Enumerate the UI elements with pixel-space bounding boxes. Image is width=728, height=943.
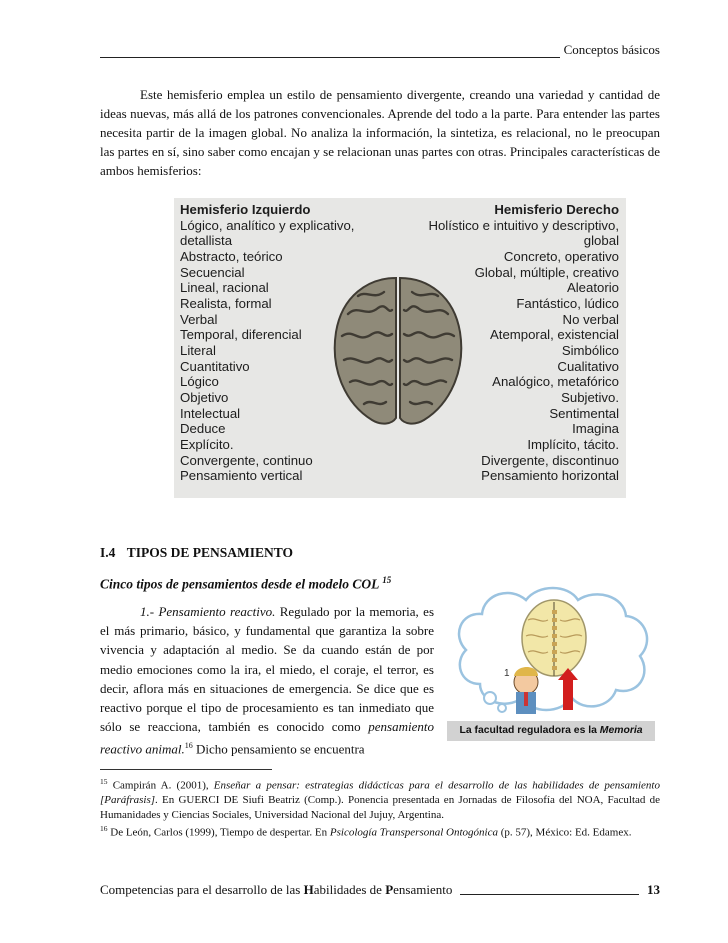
footnote-number: 16 [100, 824, 108, 834]
footer-text-c: ensamiento [393, 882, 453, 897]
right-item: Simbólico [561, 342, 619, 358]
footer-h-letter: H [303, 882, 314, 897]
footer-text-a: Competencias para el desarrollo de las [100, 882, 304, 897]
item-name: Pensamiento reactivo. [158, 604, 276, 619]
left-item: Realista, formal [180, 295, 272, 311]
left-item: Verbal [180, 311, 218, 327]
left-item: Deduce [180, 421, 226, 437]
right-hemisphere-title: Hemisferio Derecho [494, 202, 619, 217]
header-rule [100, 45, 560, 58]
person-icon [514, 667, 538, 714]
right-item: Subjetivo. [561, 389, 619, 405]
memory-caption-prefix: La facultad reguladora es la [459, 725, 600, 736]
footer-title [100, 882, 452, 898]
footnote-15 [100, 775, 660, 822]
right-item: Fantástico, lúdico [516, 295, 619, 311]
section-heading [100, 545, 293, 561]
left-item: Pensamiento vertical [180, 468, 303, 484]
left-item: Convergente, continuo [180, 452, 313, 468]
left-item: Objetivo [180, 389, 229, 405]
left-item: Cuantitativo [180, 358, 250, 374]
reactive-emphasis: pensamiento reactivo animal. [100, 719, 434, 757]
brain-illustration [328, 274, 468, 426]
brain-icon [522, 600, 586, 676]
footer-rule [460, 884, 639, 895]
section-number: I.4 [100, 545, 116, 560]
footnote-16 [100, 822, 660, 840]
left-item: Secuencial [180, 264, 245, 280]
hemispheres-figure [174, 198, 626, 498]
intro-paragraph: Este hemisferio emplea un estilo de pensamiento divergente, creando una variedad y cantidad de ideas nuevas, más allá de los patrones convencionales. Aprende del todo a la parte. Para entender las partes necesita partir de la imagen global. No analiza la información, la sintetiza, es relacional, no le preocupan las partes en sí, sino saber como encajan y se relacionan unas partes con otras. Principales características de ambos hemisferios: [100, 87, 660, 178]
right-item: global [583, 233, 619, 249]
left-item: Temporal, diferencial [180, 327, 302, 343]
footnote-rest: . En GUERCI DE Siufi Beatriz (Comp.). Ponencia presentada en Jornadas de Filosofía del NOA, Facultad de Humanidades y Ciencias Sociales, Universidad Nacional del Jujuy, Argentina. [100, 794, 660, 821]
right-item: Pensamiento horizontal [481, 468, 619, 484]
right-item: Analógico, metafórico [492, 374, 619, 390]
footnote-ref-16: 16 [184, 741, 193, 751]
reactive-thinking-paragraph [100, 602, 434, 759]
right-item: Divergente, discontinuo [481, 452, 619, 468]
left-item: Lógico [180, 374, 219, 390]
footnote-separator [100, 769, 272, 770]
footnote-number: 15 [100, 777, 108, 786]
right-item: Atemporal, existencial [489, 327, 619, 343]
page-footer [100, 882, 660, 898]
right-item: Cualitativo [557, 358, 619, 374]
subsection-title [100, 575, 391, 593]
right-item: Sentimental [549, 405, 619, 421]
memory-figure [446, 580, 658, 745]
reactive-text-a: Regulado por la memoria, es el más primario, básico, y fundamental que garantiza la sobre vivencia y adaptación al medio. Se da cuando están de por medio emociones como la ira, el miedo, el coraje, el terror, es decir, aflora más en situaciones de emergencia. Se dice que es reactivo porque el tipo de procesamiento es tan inmediato que sólo se reacciona, también es conocido como [100, 604, 435, 735]
header-section-title: Conceptos básicos [563, 42, 660, 57]
page-number: 13 [647, 882, 660, 897]
right-item: No verbal [562, 311, 619, 327]
right-item: Holístico e intuitivo y descriptivo, [428, 217, 619, 233]
item-number: 1.- [140, 604, 155, 619]
footnote-title: Enseñar a pensar: estrategias didácticas para el desarrollo de las habilidades de pensamiento [Paráfrasis] [100, 779, 660, 807]
left-item: detallista [180, 233, 233, 249]
right-item: Aleatorio [566, 280, 619, 296]
subsection-title-text: Cinco tipos de pensamientos desde el modelo COL [100, 576, 379, 592]
section-title: TIPOS DE PENSAMIENTO [126, 545, 294, 560]
right-item: Imagina [572, 421, 619, 437]
right-item: Global, múltiple, creativo [474, 264, 619, 280]
left-item: Explícito. [180, 436, 234, 452]
left-item: Intelectual [180, 405, 241, 421]
left-item: Abstracto, teórico [180, 248, 283, 264]
right-item: Concreto, operativo [503, 248, 619, 264]
left-hemisphere-title: Hemisferio Izquierdo [180, 202, 311, 217]
left-item: Lineal, racional [180, 280, 269, 296]
footnote-author: De León, Carlos (1999), Tiempo de despertar. En [110, 827, 330, 840]
memory-caption-emphasis: Memoria [599, 725, 643, 736]
left-item: Lógico, analítico y explicativo, [180, 217, 355, 233]
footnote-rest: (p. 57), México: Ed. Edamex. [497, 827, 632, 840]
footnote-author: Campirán A. (2001), [112, 779, 214, 792]
reactive-text-b: Dicho pensamiento se encuentra [192, 741, 365, 757]
right-item: Implícito, tácito. [527, 436, 619, 452]
footer-text-b: abilidades de [313, 882, 386, 897]
thought-cloud-illustration [446, 580, 658, 720]
footnotes [100, 775, 660, 841]
left-item: Literal [180, 342, 216, 358]
memory-caption [447, 721, 655, 741]
page-header [100, 42, 660, 58]
footer-p-letter: P [385, 882, 394, 897]
footnote-ref-15: 15 [382, 575, 392, 585]
marker-label: 1 [504, 668, 510, 679]
footnote-title: Psicología Transpersonal Ontogónica [329, 827, 498, 840]
